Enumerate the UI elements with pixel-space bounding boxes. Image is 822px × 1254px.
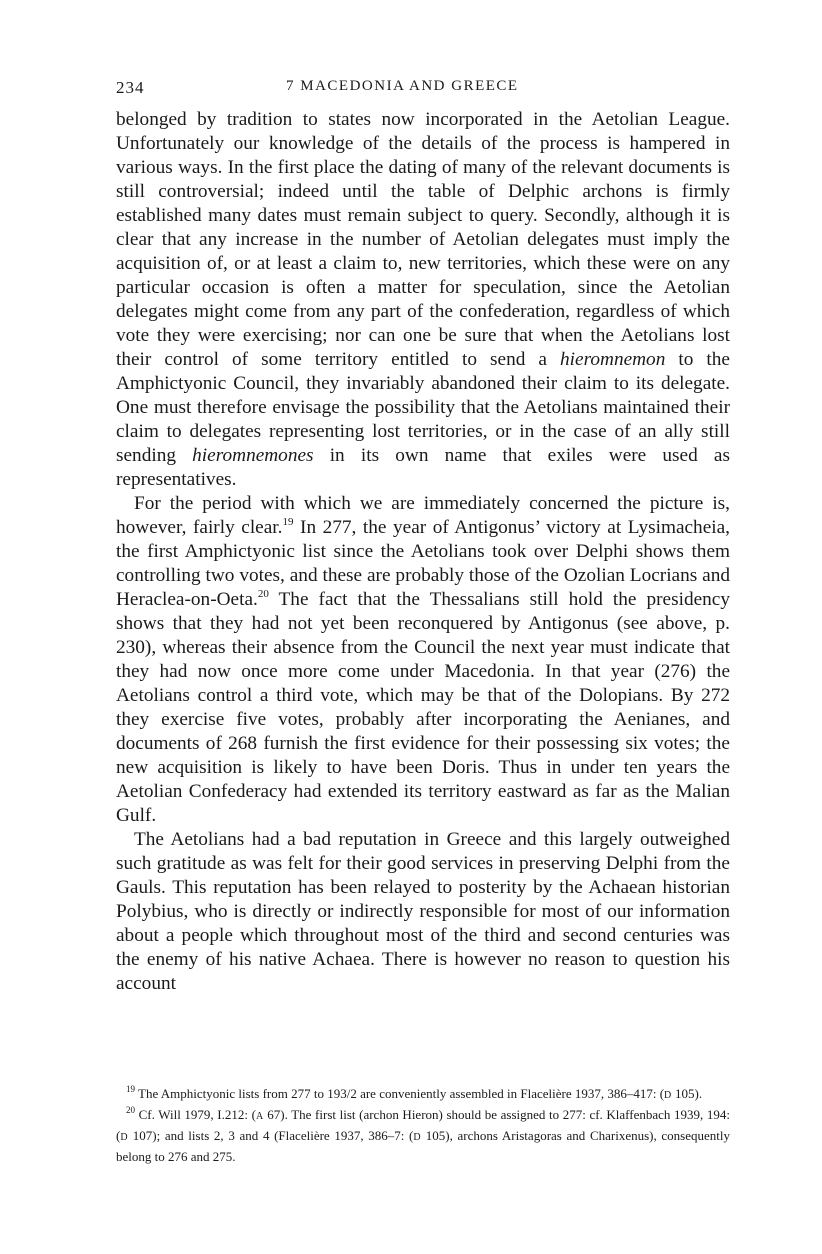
page-header	[116, 78, 730, 102]
footnote-ref-20[interactable]: 20	[257, 587, 269, 600]
p2-text-c: The fact that the Thessalians still hold the presidency shows that they had not yet been reconquered by Antigonus (see above, p. 230), whereas their absence from the Council the next year must indicate that they had now once more come under Macedonia. In that year (276) the Aetolians control a third vote, which may be that of the Dolopians. By 272 they exercise five votes, probably after incorporating the Aenianes, and documents of 268 furnish the first evidence for their possessing six votes; the new acquisition is likely to have been Doris. Thus in under ten years the Aetolian Confederacy had extended its territory eastward as far as the Malian Gulf.	[116, 589, 730, 826]
term-hieromnemones: hieromnemones	[192, 445, 314, 466]
p1-text-c: in its own name that exiles were used as representatives.	[116, 445, 730, 490]
paragraph-1	[116, 108, 730, 492]
footnote-19-text-a: The Amphictyonic lists from 277 to 193/2 are conveniently assembled in Flacelière 1937, 386–417: (	[135, 1086, 665, 1101]
p1-text-a: belonged by tradition to states now incorporated in the Aetolian League. Unfortunately our knowledge of the details of the process is hampered in various ways. In the first place the dating of many of the relevant documents is still controversial; indeed until the table of Delphic archons is firmly established many dates must remain subject to query. Secondly, although it is clear that any increase in the number of Aetolian delegates must imply the acquisition of, or at least a claim to, new territories, which these were on any particular occasion is often a matter for speculation, since the Aetolian delegates might come from any part of the confederation, regardless of which vote they were exercising; nor can one be sure that when the Aetolians lost their control of some territory entitled to send a	[116, 109, 730, 370]
running-head: 7 MACEDONIA AND GREECE	[286, 78, 519, 94]
footnote-20-text-c: 107); and lists 2, 3 and 4 (Flacelière 1937, 386–7: (	[128, 1128, 414, 1143]
p2-text-b: In 277, the year of Antigonus’ victory at Lysimacheia, the first Amphictyonic list since the Aetolians took over Delphi shows them controlling two votes, and these are probably those of the Ozolian Locrians and Heraclea-on-Oeta.	[116, 517, 730, 610]
footnote-20-smallcaps-3: D	[413, 1132, 422, 1143]
footnote-20-text-b: 67). The first list (archon Hieron) should be assigned to 277: cf. Klaffenbach 1939, 194: (	[116, 1107, 731, 1143]
footnote-20-smallcaps-2: D	[120, 1132, 129, 1143]
p1-text-b: to the Amphictyonic Council, they invariably abandoned their claim to its delegate. One must therefore envisage the possibility that the Aetolians maintained their claim to delegates representing lost territories, or in the case of an ally still sending	[116, 349, 730, 466]
book-page	[116, 78, 731, 1164]
footnote-19	[116, 1084, 730, 1105]
footnote-mark-20: 20	[126, 1104, 135, 1115]
footnote-ref-19[interactable]: 19	[282, 515, 294, 528]
main-text	[116, 108, 730, 996]
footnote-19-smallcaps: D	[664, 1090, 672, 1101]
footnote-20	[116, 1105, 730, 1166]
paragraph-2	[116, 492, 730, 828]
p2-text-a: For the period with which we are immediately concerned the picture is, however, fairly clear.	[116, 493, 730, 538]
footnote-20-text-d: 105), archons Aristagoras and Charixenus), consequently belong to 276 and 275.	[116, 1128, 731, 1164]
page-number: 234	[116, 78, 145, 97]
footnotes	[116, 1084, 730, 1166]
footnote-mark-19: 19	[126, 1083, 135, 1094]
footnote-20-text-a: Cf. Will 1979, I.212: (	[135, 1107, 256, 1122]
footnote-20-smallcaps-1: A	[255, 1111, 264, 1122]
footnote-19-text-b: 105).	[671, 1086, 703, 1101]
paragraph-3: The Aetolians had a bad reputation in Greece and this largely outweighed such gratitude as was felt for their good services in preserving Delphi from the Gauls. This reputation has been relayed to posterity by the Achaean historian Polybius, who is directly or indirectly responsible for most of our information about a people which throughout most of the third and second centuries was the enemy of his native Achaea. There is however no reason to question his account	[116, 829, 730, 994]
term-hieromnemon: hieromnemon	[560, 349, 666, 370]
